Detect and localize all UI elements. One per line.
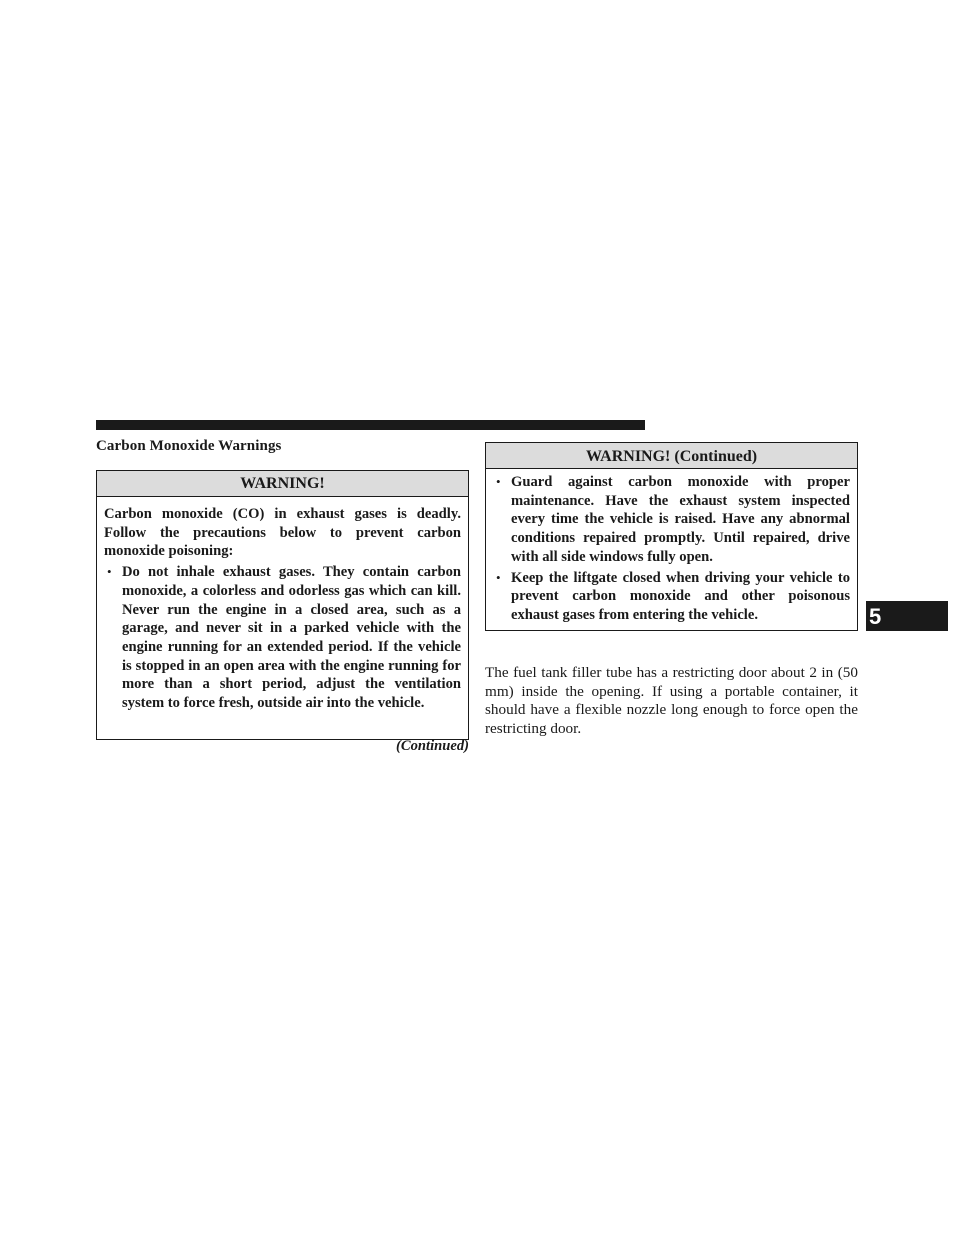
warning-header: WARNING! [97,471,468,497]
warning-bullet-text: Guard against carbon monoxide with proper maintenance. Have the exhaust system inspected every time the vehicle is raised. Have any abnormal conditions repaired promptly. Until repaired, drive with all side windows fully open. [511,474,850,565]
warning-continued-header: WARNING! (Continued) [486,443,857,469]
warning-bullet-list [104,563,461,713]
warning-bullet-item [493,569,850,625]
warning-bullet-item [493,473,850,567]
warning-continued-body [486,469,857,631]
continued-label: (Continued) [396,738,469,754]
bullet-icon: • [496,569,501,585]
warning-continued-box [485,442,858,631]
warning-intro: Carbon monoxide (CO) in exhaust gases is deadly. Follow the precautions below to prevent carbon monoxide poisoning: [104,506,461,560]
warning-bullet-list [493,473,850,625]
section-rule [96,420,645,430]
warning-box [96,470,469,740]
bullet-icon: • [107,564,112,580]
chapter-tab: 5 [866,601,948,631]
bullet-icon: • [496,474,501,489]
fuel-filler-paragraph: The fuel tank filler tube has a restricting door about 2 in (50 mm) inside the opening. If using a portable container, it should have a flexible nozzle long enough to force open the restricting door. [485,664,858,738]
warning-bullet-text: Keep the liftgate closed when driving your vehicle to prevent carbon monoxide and other poisonous exhaust gases from entering the vehicle. [511,569,850,623]
warning-bullet-text: Do not inhale exhaust gases. They contain carbon monoxide, a colorless and odorless gas which can kill. Never run the engine in a closed area, such as a garage, and never sit in a parked vehicle with the engine running for an extended period. If the vehicle is stopped in an open area with the engine running for more than a short period, adjust the ventilation system to force fresh, outside air into the vehicle. [122,564,461,712]
warning-bullet-item [104,563,461,713]
section-heading: Carbon Monoxide Warnings [96,438,282,454]
warning-body [97,497,468,721]
